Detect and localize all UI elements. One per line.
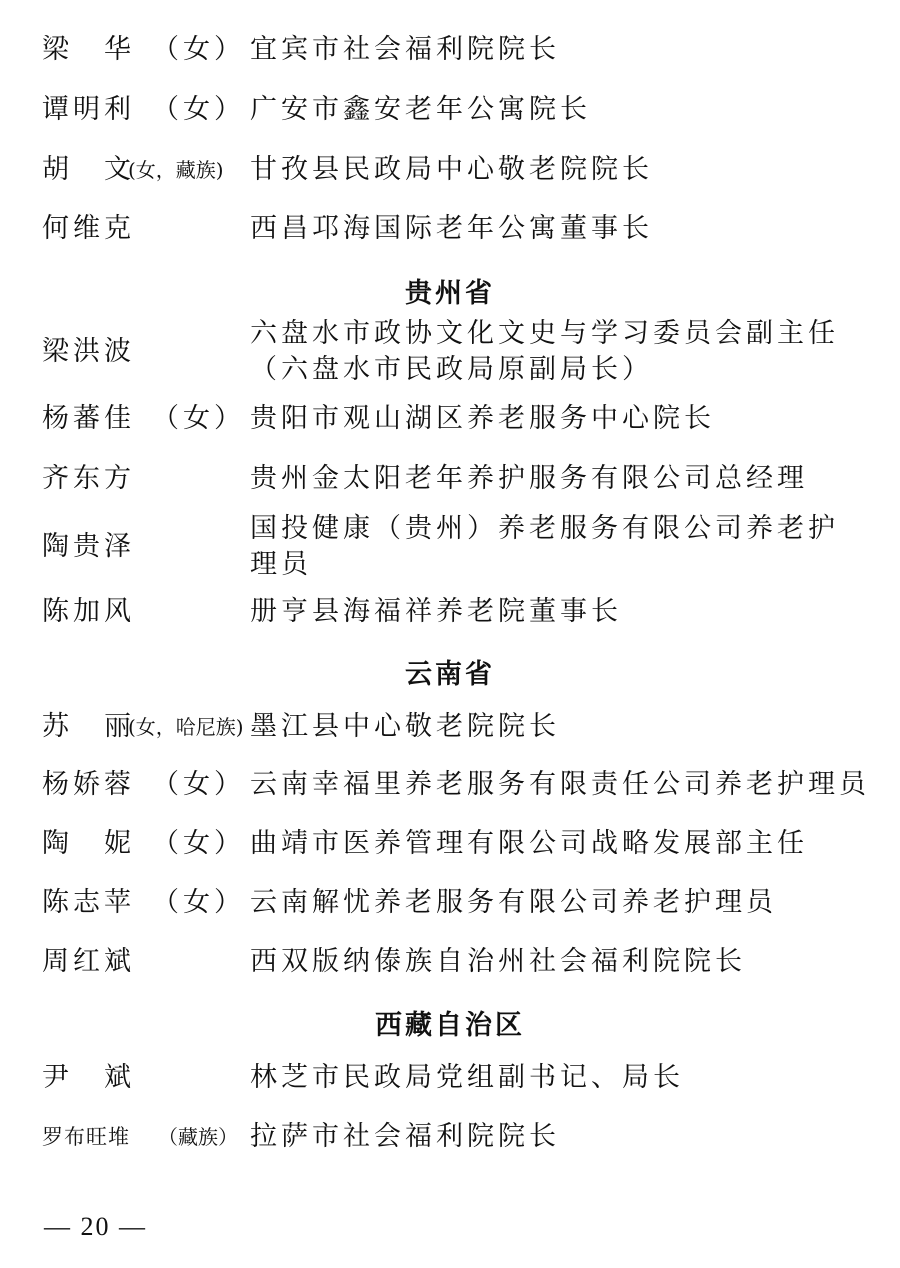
person-title: 贵阳市观山湖区养老服务中心院长 bbox=[250, 403, 715, 434]
person-name: 罗布旺堆 bbox=[42, 1125, 130, 1149]
person-name: 陶贵泽 bbox=[42, 531, 135, 562]
person-name: 杨娇蓉 bbox=[42, 769, 135, 800]
list-item bbox=[0, 316, 900, 388]
person-name: 梁洪波 bbox=[42, 336, 135, 367]
person-title: 墨江县中心敬老院院长 bbox=[250, 711, 560, 742]
person-title: 六盘水市政协文化文史与学习委员会副主任（六盘水市民政局原副局长） bbox=[250, 318, 839, 385]
list-item bbox=[0, 511, 900, 583]
person-title: 册亨县海福祥养老院董事长 bbox=[250, 596, 622, 627]
person-title: 云南幸福里养老服务有限责任公司养老护理员 bbox=[250, 769, 870, 800]
person-name: 尹 斌 bbox=[42, 1062, 135, 1093]
person-name: 梁 华 bbox=[42, 34, 135, 65]
page-number: — 20 — bbox=[44, 1212, 147, 1241]
person-name: 胡 文 bbox=[42, 154, 135, 185]
person-title: 宜宾市社会福利院院长 bbox=[250, 34, 560, 65]
person-note: （女） bbox=[152, 403, 245, 434]
person-name: 陶 妮 bbox=[42, 828, 135, 859]
person-title: 西昌邛海国际老年公寓董事长 bbox=[250, 213, 653, 244]
person-note: （女） bbox=[152, 887, 245, 918]
person-note: (女，藏族) bbox=[128, 158, 224, 182]
person-note: （女） bbox=[152, 34, 245, 65]
section-heading-guizhou: 贵州省 bbox=[405, 278, 495, 309]
person-title: 西双版纳傣族自治州社会福利院院长 bbox=[250, 946, 746, 977]
person-title: 曲靖市医养管理有限公司战略发展部主任 bbox=[250, 828, 808, 859]
person-note: （女） bbox=[152, 828, 245, 859]
person-title: 林芝市民政局党组副书记、局长 bbox=[250, 1062, 684, 1093]
person-note: （女） bbox=[152, 769, 245, 800]
person-title: 国投健康（贵州）养老服务有限公司养老护理员 bbox=[250, 513, 839, 580]
person-name: 苏 丽 bbox=[42, 711, 135, 742]
person-name: 何维克 bbox=[42, 213, 135, 244]
person-name: 谭明利 bbox=[42, 94, 135, 125]
person-note: （女） bbox=[152, 94, 245, 125]
person-title: 拉萨市社会福利院院长 bbox=[250, 1121, 560, 1152]
person-name: 陈志苹 bbox=[42, 887, 135, 918]
person-title: 甘孜县民政局中心敬老院院长 bbox=[250, 154, 653, 185]
section-heading-yunnan: 云南省 bbox=[405, 659, 495, 690]
section-heading-xizang: 西藏自治区 bbox=[375, 1010, 525, 1041]
person-name: 陈加风 bbox=[42, 596, 135, 627]
person-name: 周红斌 bbox=[42, 946, 135, 977]
person-note: （藏族） bbox=[158, 1125, 238, 1149]
person-name: 杨蕃佳 bbox=[42, 403, 135, 434]
person-note: (女，哈尼族) bbox=[128, 715, 244, 739]
person-name: 齐东方 bbox=[42, 463, 135, 494]
person-title: 广安市鑫安老年公寓院长 bbox=[250, 94, 591, 125]
person-title: 贵州金太阳老年养护服务有限公司总经理 bbox=[250, 463, 808, 494]
person-title: 云南解忧养老服务有限公司养老护理员 bbox=[250, 887, 777, 918]
